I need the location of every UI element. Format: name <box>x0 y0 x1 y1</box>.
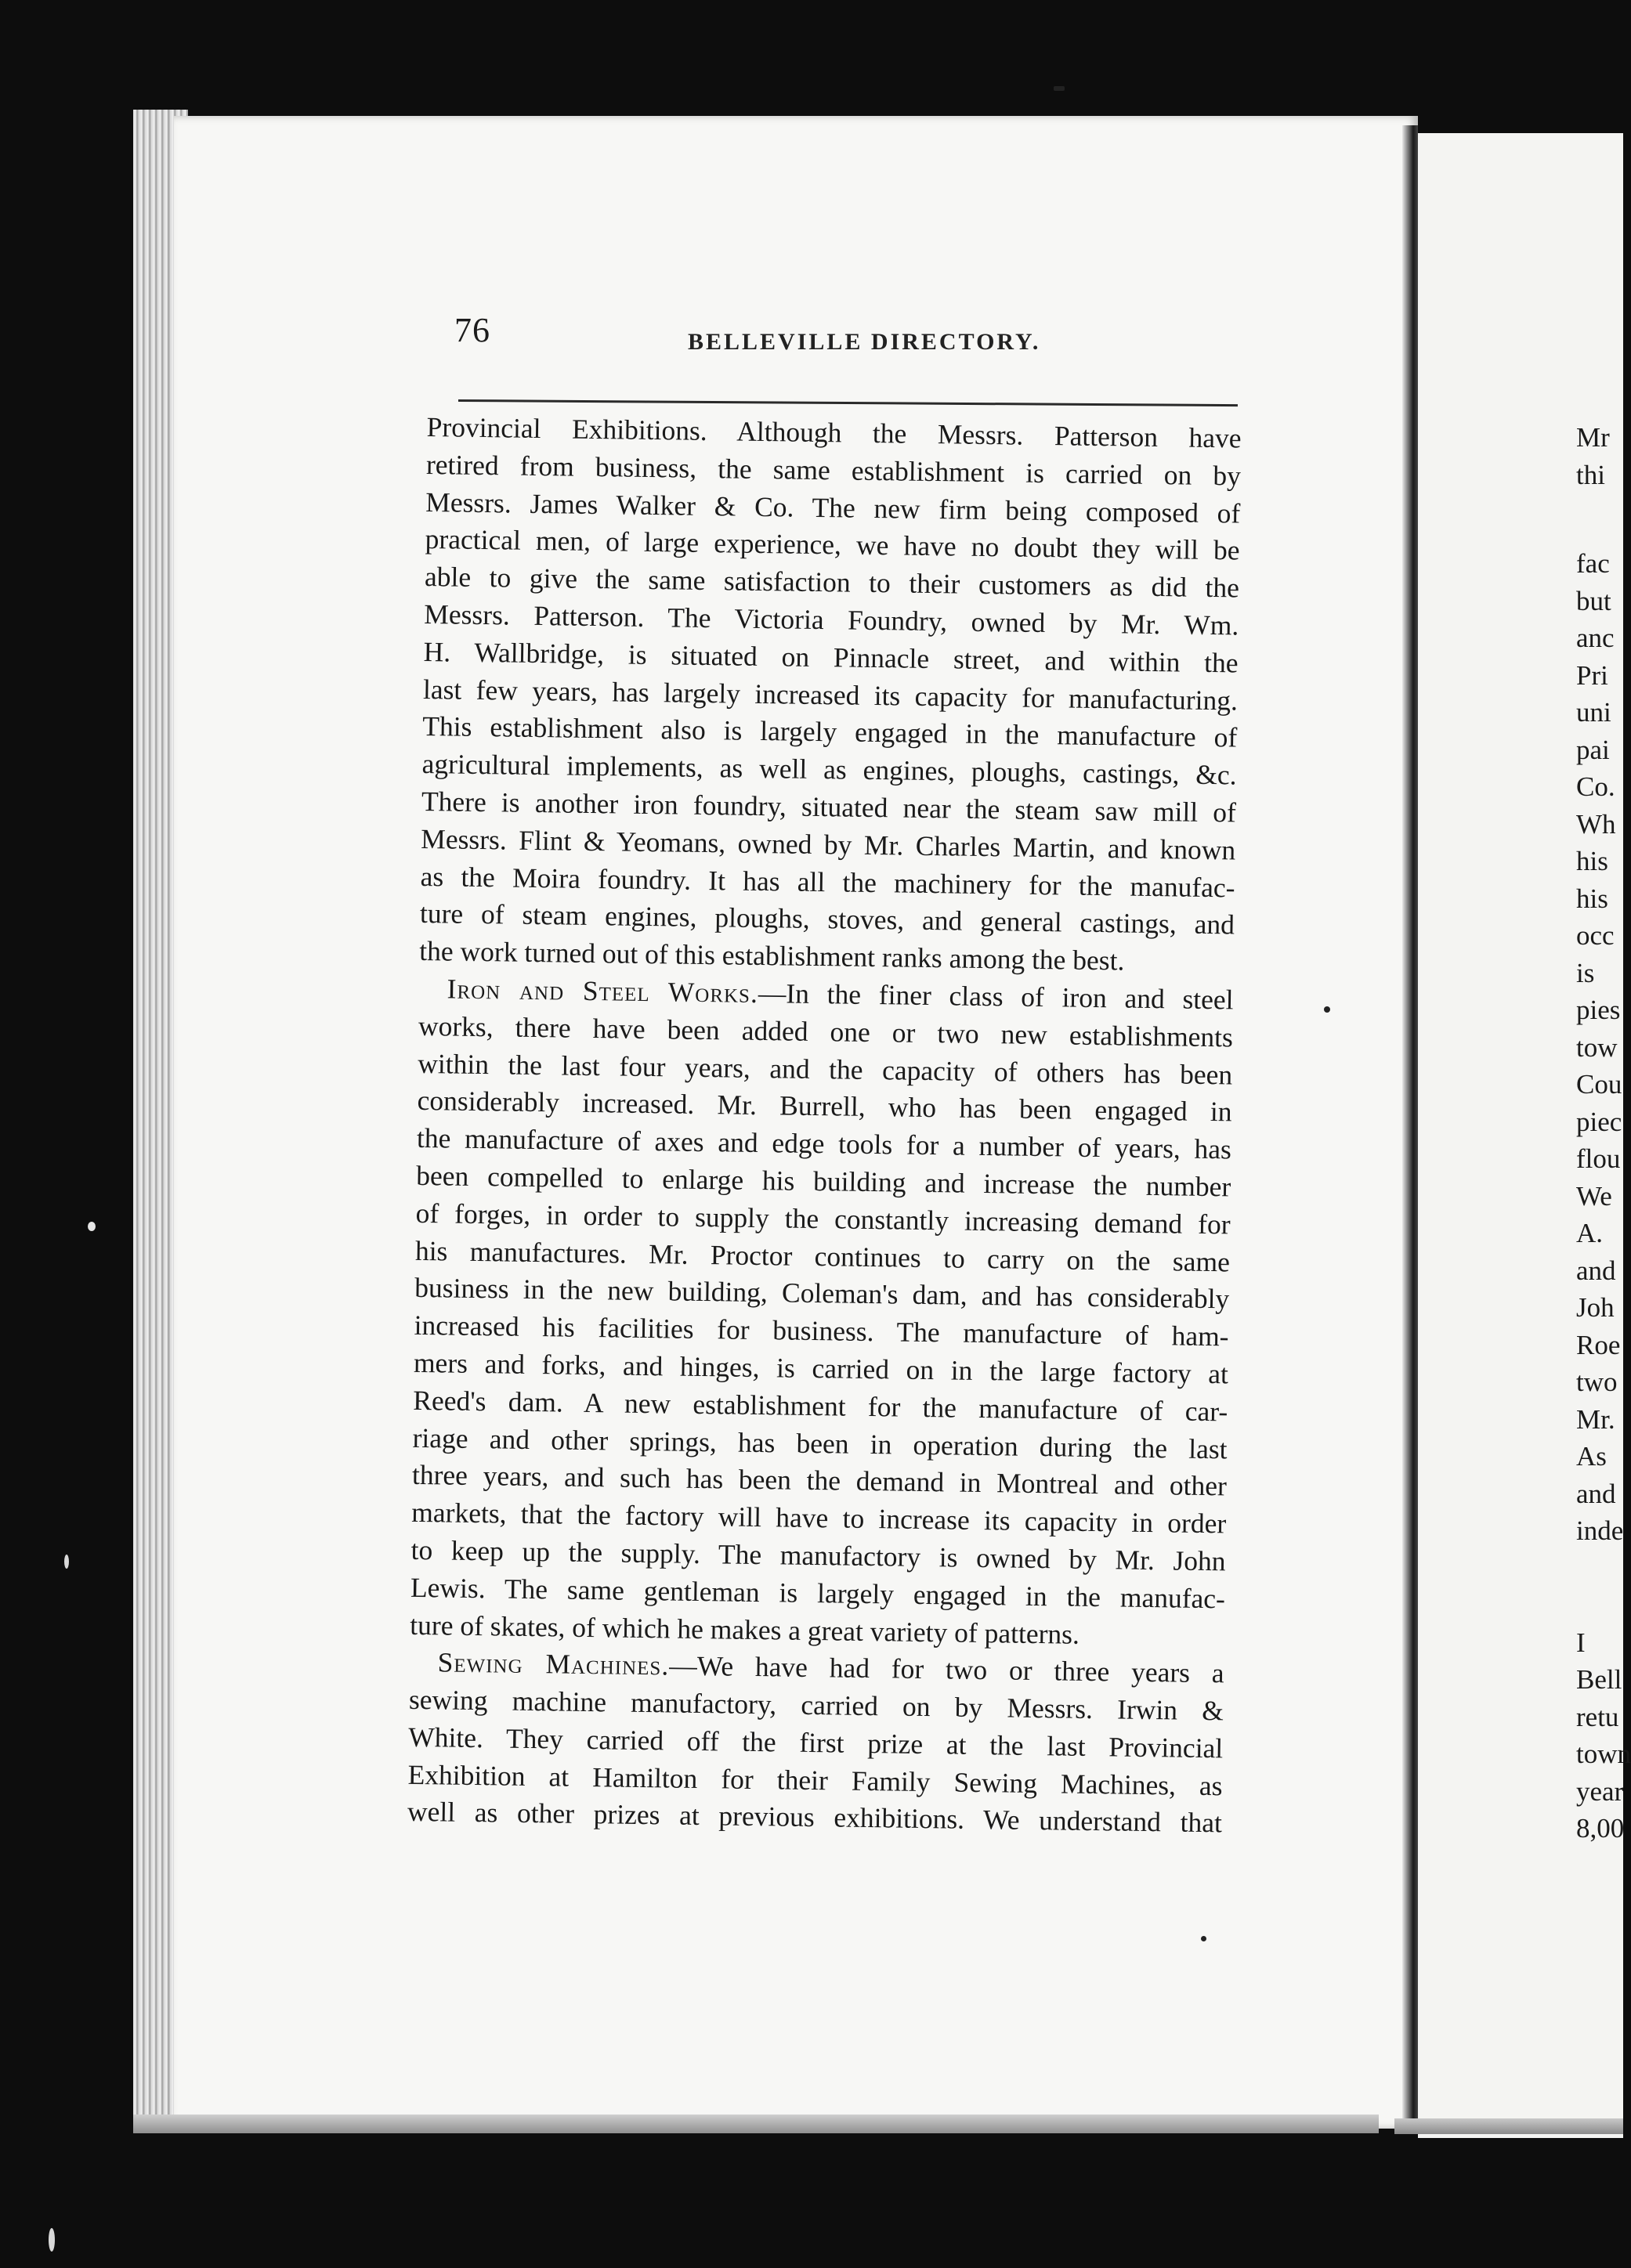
text-line: been compelled to enlarge his building and increase the number <box>416 1159 1231 1203</box>
right-fragment: pies <box>1576 995 1621 1025</box>
right-fragment <box>1576 493 1623 545</box>
text-line: sewing machine manufactory, carried on by Messrs. Irwin & <box>408 1683 1224 1727</box>
right-fragment: Mr. <box>1576 1403 1615 1435</box>
right-fragment: 8,00 <box>1576 1813 1625 1844</box>
text-line: Exhibition at Hamilton for their Family Sewing Machines, as <box>407 1758 1223 1802</box>
text-line: mers and forks, and hinges, is carried on in the large factory at <box>413 1346 1229 1390</box>
right-fragment: uni <box>1576 697 1611 728</box>
text-line: the manufacture of axes and edge tools for a number of years, has <box>416 1122 1232 1165</box>
scan-speck <box>88 1222 96 1231</box>
text-line: Messrs. James Walker & Co. The new firm being composed of <box>425 486 1241 529</box>
right-fragment: Bell <box>1576 1664 1622 1695</box>
text-line: the work turned out of this establishment ranks among the best. <box>419 935 1125 977</box>
text-line: Reed's dam. A new establishment for the manufacture of car- <box>413 1384 1228 1428</box>
text-line: This establishment also is largely engaged in the manufacture of <box>422 710 1238 753</box>
right-fragment: town <box>1576 1739 1631 1769</box>
text-line: There is another iron foundry, situated near the steam saw mill of <box>421 785 1237 829</box>
scan-speck <box>49 2228 55 2252</box>
text-line: agricultural implements, as well as engines, ploughs, castings, &c. <box>421 748 1237 791</box>
text-line: Messrs. Patterson. The Victoria Foundry, owned by Mr. Wm. <box>424 598 1239 641</box>
right-fragment: Wh <box>1576 808 1616 840</box>
right-fragment: his <box>1576 883 1608 914</box>
scan-speck <box>1324 1006 1330 1013</box>
right-fragment: I <box>1576 1627 1586 1658</box>
right-fragment: fac <box>1576 548 1610 579</box>
text-line: retired from business, the same establishment is carried on by <box>425 448 1242 492</box>
text-line: White. They carried off the first prize at the last Provincial <box>408 1721 1224 1764</box>
text-line: increased his facilities for business. The manufacture of ham- <box>414 1309 1229 1352</box>
text-line: works, there have been added one or two new establishments <box>418 1009 1234 1053</box>
text-line: to keep up the supply. The manufactory is owned by Mr. John <box>410 1533 1226 1577</box>
right-fragment: two <box>1576 1367 1618 1397</box>
right-fragment: Cou <box>1576 1069 1622 1100</box>
right-fragment: pai <box>1576 734 1610 765</box>
right-fragment: A. <box>1576 1218 1604 1248</box>
right-fragment: Pri <box>1576 659 1608 691</box>
text-line: well as other prizes at previous exhibitions. We understand that <box>407 1796 1223 1839</box>
right-fragment: tow <box>1576 1031 1618 1063</box>
right-fragment <box>1576 1550 1623 1624</box>
text-line: considerably increased. Mr. Burrell, who has been engaged in <box>417 1085 1232 1128</box>
right-fragment: retu <box>1576 1701 1619 1732</box>
section-lead-text: —In the finer class of iron and steel <box>758 977 1234 1016</box>
section-lead-text: —We have had for two or three years a <box>668 1649 1224 1689</box>
right-fragment: anc <box>1576 623 1615 653</box>
book-gutter <box>1402 125 1418 2130</box>
scan-speck <box>1201 1936 1206 1941</box>
text-line: riage and other springs, has been in operation during the last <box>412 1421 1228 1464</box>
right-fragment: We <box>1576 1180 1612 1212</box>
text-line: ture of skates, of which he makes a great variety of patterns. <box>410 1609 1080 1650</box>
right-fragment: piec <box>1576 1106 1622 1137</box>
right-page-column <box>1576 419 1631 1847</box>
right-fragment: Mr <box>1576 422 1610 453</box>
right-fragment: inde <box>1576 1515 1624 1546</box>
right-fragment: As <box>1576 1441 1607 1472</box>
scan-speck <box>64 1555 69 1569</box>
right-fragment: his <box>1576 846 1608 876</box>
text-line: H. Wallbridge, is situated on Pinnacle street, and within the <box>423 635 1239 679</box>
section-heading-iron: Iron and Steel Works. <box>447 973 759 1009</box>
right-fragment: year <box>1576 1775 1624 1807</box>
page-header <box>454 310 1253 365</box>
text-line: his manufactures. Mr. Proctor continues to carry on the same <box>414 1234 1231 1277</box>
text-line: as the Moira foundry. It has all the machinery for the manufac- <box>420 860 1235 904</box>
scan-speck <box>1054 86 1065 91</box>
section-heading-sewing: Sewing Machines. <box>437 1646 670 1681</box>
text-line: markets, that the factory will have to increase its capacity in order <box>411 1496 1227 1540</box>
text-line: Provincial Exhibitions. Although the Messrs. Patterson have <box>426 410 1242 454</box>
right-fragment: and <box>1576 1478 1616 1509</box>
right-page-bottom-edge <box>1394 2118 1623 2134</box>
right-fragment: but <box>1576 585 1611 616</box>
text-line: of forges, in order to supply the constantly increasing demand for <box>415 1197 1231 1241</box>
text-line: Messrs. Flint & Yeomans, owned by Mr. Charles Martin, and known <box>421 822 1236 866</box>
text-line: Lewis. The same gentleman is largely engaged in the manufac- <box>410 1571 1226 1615</box>
page-number: 76 <box>454 311 490 349</box>
right-fragment: is <box>1576 957 1595 988</box>
right-fragment: Co. <box>1576 771 1615 802</box>
right-fragment: Joh <box>1576 1292 1615 1323</box>
text-line: three years, and such has been the demand in Montreal and other <box>411 1459 1228 1502</box>
text-line: practical men, of large experience, we have no doubt they will be <box>425 523 1240 566</box>
right-fragment: Roe <box>1576 1329 1621 1360</box>
text-line: able to give the same satisfaction to their customers as did the <box>424 561 1240 604</box>
text-line: business in the new building, Coleman's dam, and has considerably <box>414 1272 1230 1315</box>
right-fragment: thi <box>1576 459 1605 490</box>
text-line: within the last four years, and the capacity of others has been <box>418 1047 1233 1090</box>
text-line: ture of steam engines, ploughs, stoves, and general castings, and <box>419 897 1235 941</box>
right-fragment: occ <box>1576 920 1615 951</box>
right-fragment: flou <box>1576 1143 1621 1174</box>
running-head: BELLEVILLE DIRECTORY. <box>688 329 1041 355</box>
body-text <box>407 409 1242 1843</box>
page-bottom-edge <box>133 2115 1379 2133</box>
text-line: last few years, has largely increased its capacity for manufacturing. <box>422 673 1239 717</box>
right-fragment: and <box>1576 1255 1616 1286</box>
